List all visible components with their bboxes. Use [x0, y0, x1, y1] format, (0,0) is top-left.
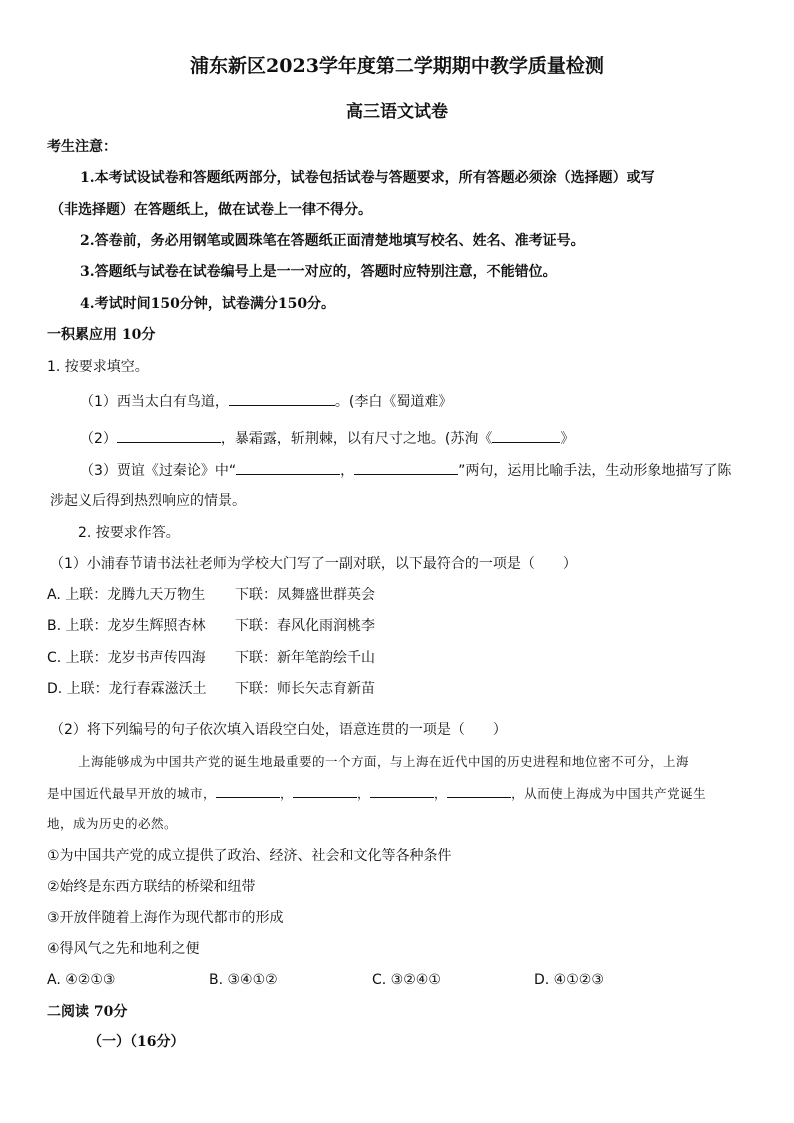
notice-item-2: 2.答卷前，务必用钢笔或圆珠笔在答题纸正面清楚地填写校名、姓名、准考证号。	[80, 233, 585, 249]
option-b-lower: 下联：春风化雨润桃李	[235, 618, 375, 634]
section-2-part-1: （一）（16分）	[88, 1034, 185, 1050]
passage-line-3: 地，成为历史的必然。	[47, 816, 178, 831]
question-1-2-prefix: （2）	[80, 431, 117, 447]
option-b-upper: B. 上联：龙岁生辉照杏林	[47, 618, 206, 634]
question-1-3	[80, 460, 731, 481]
exam-subtitle: 高三语文试卷	[346, 102, 448, 122]
answer-blank	[117, 428, 221, 443]
question-1-label: 1. 按要求填空。	[47, 359, 149, 375]
question-1-2	[80, 428, 574, 449]
question-1-1-text: （1）西当太白有鸟道，	[80, 394, 229, 410]
answer-blank	[492, 428, 560, 443]
question-1-3-prefix: （3）贾谊《过秦论》中“	[80, 463, 237, 479]
option-b	[47, 616, 375, 636]
passage-line-1: 上海能够成为中国共产党的诞生地最重要的一个方面，与上海在近代中国的历史进程和地位密不可分，上海	[78, 754, 690, 769]
question-1-3-text: ”两句，运用比喻手法，生动形象地描写了陈	[458, 463, 732, 479]
choice-a: A. ④②①③	[47, 972, 116, 988]
choice-c: C. ③②④①	[372, 972, 441, 988]
answer-blank	[216, 783, 280, 798]
question-2-1: （1）小浦春节请书法社老师为学校大门写了一副对联，以下最符合的一项是（ ）	[50, 556, 577, 572]
sentence-3: ③开放伴随着上海作为现代都市的形成	[47, 910, 284, 926]
question-1-3-line-2: 涉起义后得到热烈响应的情景。	[50, 493, 246, 509]
answer-blank	[447, 783, 511, 798]
question-1-3-comma: ，	[340, 463, 355, 479]
question-1-2-close: 》	[560, 431, 575, 447]
question-1-2-text: ，暴霜露，斩荆棘，以有尺寸之地。(苏洵《	[220, 431, 493, 447]
option-a-lower: 下联：凤舞盛世群英会	[235, 587, 375, 603]
option-d-lower: 下联：师长矢志育新苗	[235, 681, 375, 697]
option-d	[47, 679, 375, 699]
passage-separator: ，	[280, 786, 294, 801]
answer-blank	[293, 783, 357, 798]
option-a	[47, 585, 375, 605]
option-c-upper: C. 上联：龙岁书声传四海	[47, 650, 206, 666]
answer-blank	[229, 391, 335, 406]
notice-item-3: 3.答题纸与试卷在试卷编号上是一一对应的，答题时应特别注意，不能错位。	[80, 264, 557, 280]
option-a-upper: A. 上联：龙腾九天万物生	[47, 587, 206, 603]
passage-separator: ，	[434, 786, 448, 801]
question-2-2: （2）将下列编号的句子依次填入语段空白处，语意连贯的一项是（ ）	[50, 722, 507, 738]
notice-heading: 考生注意：	[47, 139, 117, 155]
passage-separator: ，	[357, 786, 371, 801]
section-1-heading: 一积累应用 10分	[47, 327, 156, 343]
section-2-heading: 二阅读 70分	[47, 1004, 128, 1020]
option-c-lower: 下联：新年笔韵绘千山	[235, 650, 375, 666]
exam-title: 浦东新区2023学年度第二学期期中教学质量检测	[190, 55, 604, 77]
question-2-label: 2. 按要求作答。	[78, 525, 180, 541]
notice-item-1-line-2: （非选择题）在答题纸上，做在试卷上一律不得分。	[50, 202, 372, 218]
answer-blank	[236, 460, 340, 475]
sentence-4: ④得风气之先和地利之便	[47, 941, 200, 957]
answer-blank	[354, 460, 458, 475]
passage-line-2-start: 是中国近代最早开放的城市，	[47, 786, 217, 801]
passage-line-2-end: ，从而使上海成为中国共产党诞生	[511, 786, 707, 801]
passage-line-2	[47, 783, 706, 804]
option-c	[47, 648, 375, 668]
option-d-upper: D. 上联：龙行春霖滋沃土	[47, 681, 207, 697]
question-1-1	[80, 391, 452, 412]
choice-b: B. ③④①②	[209, 972, 278, 988]
notice-item-4: 4.考试时间150分钟，试卷满分150分。	[80, 296, 336, 312]
sentence-2: ②始终是东西方联结的桥梁和纽带	[47, 879, 256, 895]
choice-d: D. ④①②③	[534, 972, 604, 988]
sentence-1: ①为中国共产党的成立提供了政治、经济、社会和文化等各种条件	[47, 848, 452, 864]
question-1-1-source: 。(李白《蜀道难》	[334, 394, 453, 410]
notice-item-1-line-1: 1.本考试设试卷和答题纸两部分，试卷包括试卷与答题要求，所有答题必须涂（选择题）或写	[80, 170, 655, 186]
answer-blank	[370, 783, 434, 798]
